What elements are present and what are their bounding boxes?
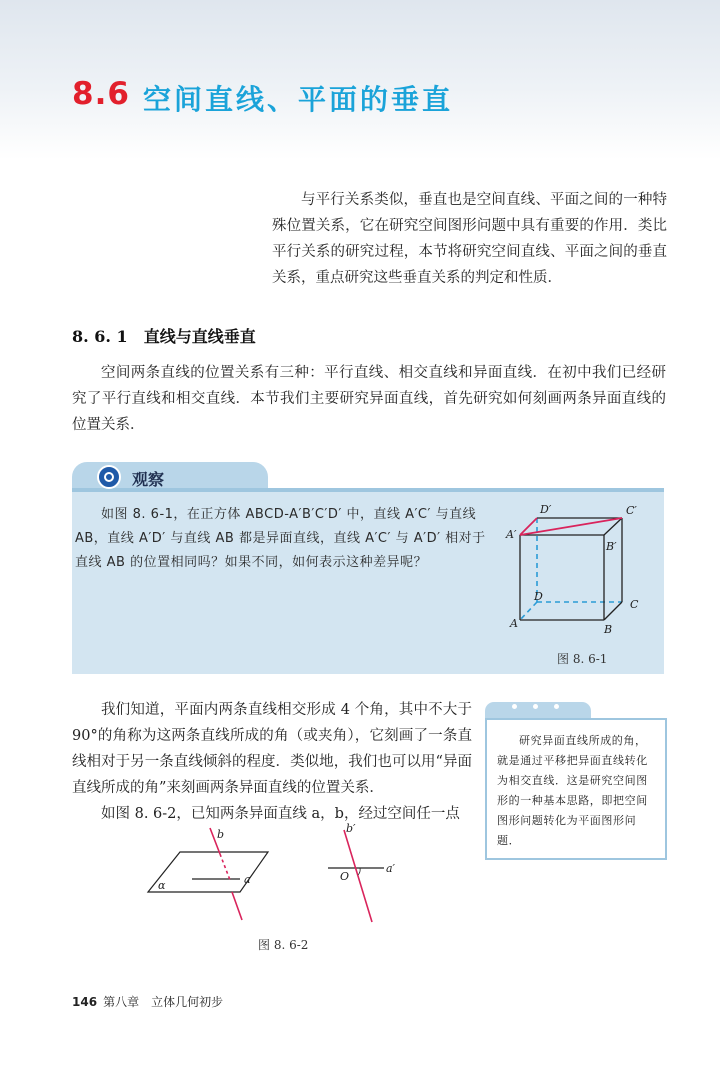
line-b-hidden: [220, 854, 230, 880]
figure-1-caption: 图 8. 6-1: [557, 652, 608, 666]
figure-2-caption: 图 8. 6-2: [258, 938, 309, 952]
paragraph-3: 如图 8. 6-2，已知两条异面直线 a，b，经过空间任一点: [101, 806, 460, 822]
subsection-number: 8. 6. 1: [72, 327, 128, 346]
paragraph-2-block: [72, 697, 472, 827]
label-a: A: [510, 617, 518, 630]
observe-label: 观察: [132, 470, 165, 489]
label-b: B: [604, 623, 613, 636]
skew-lines-figure: [140, 820, 400, 930]
intro-paragraph: 与平行关系类似，垂直也是空间直线、平面之间的一种特殊位置关系，它在研究空间图形问题中具有重要的作用．类比平行关系的研究过程，本节将研究空间直线、平面之间的垂直关系，重点研究这些垂直关系的判定和性质．: [272, 192, 667, 286]
label-alpha: α: [158, 879, 166, 892]
subsection-heading: [72, 324, 256, 347]
paragraph-1: 空间两条直线的位置关系有三种：平行直线、相交直线和异面直线．在初中我们已经研究了平行直线和相交直线．本节我们主要研究异面直线，首先研究如何刻画两条异面直线的位置关系．: [72, 365, 666, 433]
plane-alpha: [148, 852, 268, 892]
label-b-prime: b′: [346, 822, 356, 835]
label-a1: A′: [506, 528, 517, 541]
chapter-title: 立体几何初步: [151, 995, 224, 1009]
subsection-title: 直线与直线垂直: [143, 327, 256, 346]
label-c: C: [630, 598, 639, 611]
section-title: 空间直线、平面的垂直: [143, 83, 454, 116]
page-number: 146: [72, 995, 98, 1009]
paragraph-2: 我们知道，平面内两条直线相交形成 4 个角，其中不大于 90°的角称为这两条直线所成的角（或夹角），它刻画了一条直线相对于另一条直线倾斜的程度．类似地，我们也可以用“异面直线所成的角”来刻画两条异面直线的位置关系．: [72, 702, 472, 796]
sidenote-text: 研究异面直线所成的角，就是通过平移把异面直线转化为相交直线．这是研究空间图形的一种基本思路，即把空间图形问题转化为平面图形问题．: [497, 734, 648, 847]
label-b1: B′: [606, 540, 617, 553]
page-footer: [72, 993, 223, 1010]
label-o: O: [340, 870, 350, 883]
chapter-number: 第八章: [103, 995, 140, 1009]
label-d: D: [534, 590, 543, 603]
cube-figure: [500, 500, 660, 650]
sidenote-dots: [512, 704, 559, 709]
observe-icon: [97, 465, 121, 489]
label-c1: C′: [626, 504, 637, 517]
line-b-lower: [232, 892, 242, 920]
angle-arc: [358, 868, 360, 875]
section-number: 8.6: [72, 76, 130, 112]
label-a: a: [244, 873, 251, 886]
observe-text: 如图 8. 6-1，在正方体 ABCD-A′B′C′D′ 中，直线 A′C′ 与直线 AB，直线 A′D′ 与直线 AB 都是异面直线，直线 A′C′ 与 A′D′ 相对于直线 AB 的位置相同吗？如果不同，如何表示这种差异呢？: [75, 507, 486, 570]
label-a-prime: a′: [386, 862, 396, 875]
label-d1: D′: [540, 503, 552, 516]
label-b: b: [217, 828, 225, 841]
